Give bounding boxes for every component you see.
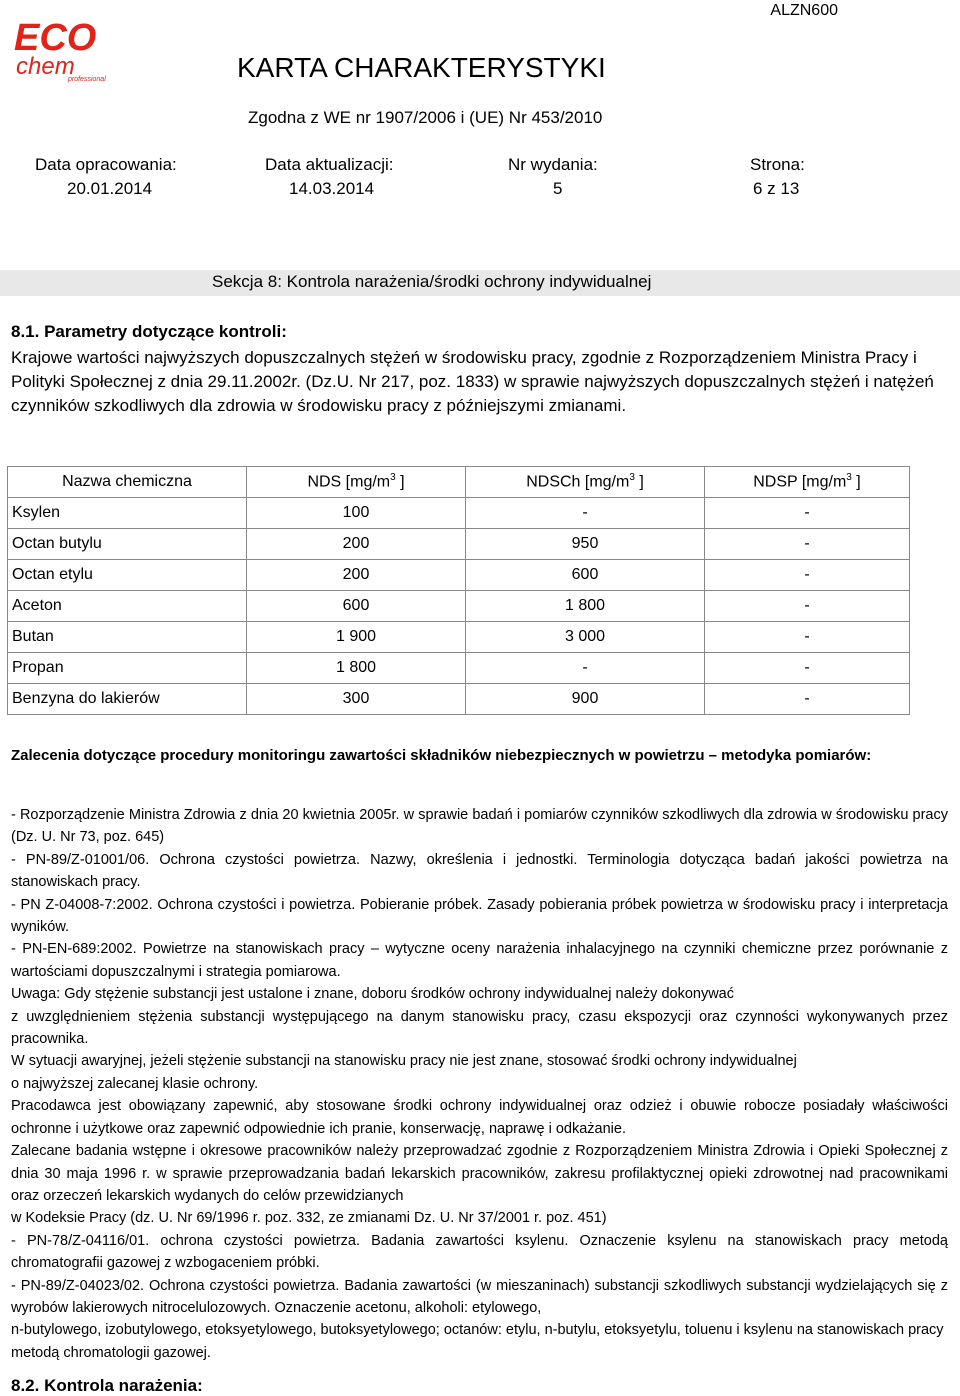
cell-ndsch: 950 xyxy=(466,529,705,560)
paragraph: n-butylowego, izobutylowego, etoksyetylowego, butoksyetylowego; octanów: etylu, n-butylu, etoksyetylu, toluenu i ksylenu na stanowiskach pracy metodą chromatologii gazowej. xyxy=(11,1322,944,1361)
svg-text:chem: chem xyxy=(16,53,75,80)
cell-name: Octan butylu xyxy=(8,529,247,560)
paragraph: Zalecane badania wstępne i okresowe pracowników należy przeprowadzać zgodnie z Rozporządzeniem Ministra Zdrowia i Opieki Społecznej z dnia 30 maja 1996 r. w sprawie przeprowadzania badań lekarskich pracowników, zakresu profilaktycznej opieki zdrowotnej nad pracownikami oraz orzeczeń lekarskich wydanych do celów przewidzianych xyxy=(11,1143,948,1204)
cell-ndsch: 900 xyxy=(466,684,705,715)
monitoring-body xyxy=(11,804,948,1364)
header-chemical-name xyxy=(8,467,247,498)
cell-name: Aceton xyxy=(8,591,247,622)
header-ndsch xyxy=(466,467,705,498)
cell-ndsp: - xyxy=(705,684,910,715)
subsection-heading-8-2: 8.2. Kontrola narażenia: xyxy=(11,1376,203,1395)
cell-ndsp: - xyxy=(705,622,910,653)
meta-page xyxy=(750,153,805,201)
meta-value: 14.03.2014 xyxy=(289,179,375,198)
header-nds xyxy=(247,467,466,498)
cell-nds: 600 xyxy=(247,591,466,622)
meta-label: Strona: xyxy=(750,155,805,174)
table-row xyxy=(8,653,910,684)
cell-name: Ksylen xyxy=(8,498,247,529)
table-row xyxy=(8,560,910,591)
cell-nds: 1 900 xyxy=(247,622,466,653)
header-text: NDSCh [mg/m xyxy=(526,473,630,491)
header-sup: 3 xyxy=(629,472,635,484)
eco-chem-logo xyxy=(10,14,120,84)
table-row xyxy=(8,529,910,560)
header-sup: 3 xyxy=(390,472,396,484)
paragraph: - PN-EN-689:2002. Powietrze na stanowiskach pracy – wytyczne oceny narażenia inhalacyjnego na czynniki chemiczne przez porównanie z wartościami dopuszczalnymi i strategia pomiarowa. xyxy=(11,941,948,980)
paragraph: - PN Z-04008-7:2002. Ochrona czystości i powietrza. Pobieranie próbek. Zasady pobierania próbek powietrza w środowisku pracy i interpretacja wyników. xyxy=(11,896,948,936)
table-row xyxy=(8,684,910,715)
exposure-limits-table xyxy=(7,466,910,715)
header-sup: 3 xyxy=(846,472,852,484)
header-text: NDSP [mg/m xyxy=(753,473,847,491)
cell-ndsp: - xyxy=(705,498,910,529)
subtitle: Zgodna z WE nr 1907/2006 i (UE) Nr 453/2010 xyxy=(248,108,603,127)
svg-text:ECO: ECO xyxy=(14,17,97,59)
meta-label: Nr wydania: xyxy=(508,155,598,174)
cell-ndsp: - xyxy=(705,653,910,684)
cell-nds: 200 xyxy=(247,560,466,591)
header-close: ] xyxy=(395,473,405,491)
header-ndsp xyxy=(705,467,910,498)
meta-label: Data aktualizacji: xyxy=(265,155,394,174)
meta-value: 20.01.2014 xyxy=(67,179,153,198)
monitoring-heading: Zalecenia dotyczące procedury monitoringu zawartości składników niebezpiecznych w powietrzu – metodyka pomiarów: xyxy=(11,747,872,764)
table-header-row xyxy=(8,467,910,498)
cell-nds: 200 xyxy=(247,529,466,560)
table-row xyxy=(8,498,910,529)
header-text: NDS [mg/m xyxy=(307,473,391,491)
paragraph: o najwyższej zalecanej klasie ochrony. xyxy=(11,1075,259,1092)
header-close: ] xyxy=(851,473,861,491)
cell-ndsp: - xyxy=(705,560,910,591)
meta-label: Data opracowania: xyxy=(35,155,177,174)
paragraph: z uwzględnieniem stężenia substancji występującego na danym stanowisku pracy, czasu ekspozycji oraz czynności wykonywanych przez pracownika. xyxy=(11,1008,948,1048)
header-text: Nazwa chemiczna xyxy=(62,473,192,490)
cell-ndsch: - xyxy=(466,653,705,684)
meta-updated xyxy=(265,153,394,201)
subsection-heading-8-1: 8.1. Parametry dotyczące kontroli: xyxy=(11,322,287,341)
paragraph: Pracodawca jest obowiązany zapewnić, aby stosowane środki ochrony indywidualnej oraz odzież i obuwie robocze posiadały właściwości ochronne i użytkowe oraz zapewnić odpowiednie ich pranie, konserwację, naprawę i odkażanie. xyxy=(11,1098,948,1137)
svg-text:professional: professional xyxy=(68,76,106,83)
cell-ndsch: 3 000 xyxy=(466,622,705,653)
paragraph: - Rozporządzenie Ministra Zdrowia z dnia 20 kwietnia 2005r. w sprawie badań i pomiarów czynników szkodliwych dla zdrowia w środowisku pracy (Dz. U. Nr 73, poz. 645) xyxy=(11,807,948,846)
meta-value: 6 z 13 xyxy=(753,179,800,198)
table-row xyxy=(8,622,910,653)
cell-nds: 300 xyxy=(247,684,466,715)
page-title: KARTA CHARAKTERYSTYKI xyxy=(237,52,606,83)
cell-name: Benzyna do lakierów xyxy=(8,684,247,715)
cell-ndsch: 1 800 xyxy=(466,591,705,622)
cell-ndsch: - xyxy=(466,498,705,529)
cell-nds: 1 800 xyxy=(247,653,466,684)
paragraph: - PN-89/Z-04023/02. Ochrona czystości powietrza. Badania zawartości (w mieszaninach) substancji szkodliwych substancji wydzielających się z wyrobów lakierowych nitrocelulozowych. Oznaczenie acetonu, alkoholi: etylowego, xyxy=(11,1277,948,1316)
paragraph: W sytuacji awaryjnej, jeżeli stężenie substancji na stanowisku pracy nie jest znane, stosować środki ochrony indywidualnej xyxy=(11,1053,797,1070)
table-row xyxy=(8,591,910,622)
cell-name: Butan xyxy=(8,622,247,653)
meta-value: 5 xyxy=(553,179,563,198)
cell-ndsp: - xyxy=(705,591,910,622)
section-title: Sekcja 8: Kontrola narażenia/środki ochrony indywidualnej xyxy=(212,272,652,291)
meta-created xyxy=(35,153,177,201)
document-code: ALZN600 xyxy=(770,2,838,19)
paragraph: w Kodeksie Pracy (dz. U. Nr 69/1996 r. poz. 332, ze zmianami Dz. U. Nr 37/2001 r. poz. 451) xyxy=(11,1210,607,1227)
intro-paragraph: Krajowe wartości najwyższych dopuszczalnych stężeń w środowisku pracy, zgodnie z Rozporządzeniem Ministra Pracy i Polityki Społecznej z dnia 29.11.2002r. (Dz.U. Nr 217, poz. 1833) w sprawie najwyższych dopuszczalnych stężeń i natężeń czynników szkodliwych dla zdrowia w środowisku pracy z późniejszymi zmianami. xyxy=(11,348,934,415)
paragraph: Uwaga: Gdy stężenie substancji jest ustalone i znane, doboru środków ochrony indywidualnej należy dokonywać xyxy=(11,986,734,1003)
cell-name: Octan etylu xyxy=(8,560,247,591)
cell-ndsp: - xyxy=(705,529,910,560)
paragraph: - PN-78/Z-04116/01. ochrona czystości powietrza. Badania zawartości ksylenu. Oznaczenie ksylenu na stanowiskach pracy metodą chromatografii gazowej z wzbogaceniem próbki. xyxy=(11,1232,948,1272)
cell-ndsch: 600 xyxy=(466,560,705,591)
cell-nds: 100 xyxy=(247,498,466,529)
paragraph: - PN-89/Z-01001/06. Ochrona czystości powietrza. Nazwy, określenia i jednostki. Terminologia dotycząca badań jakości powietrza na stanowiskach pracy. xyxy=(11,851,948,891)
header-close: ] xyxy=(634,473,644,491)
cell-name: Propan xyxy=(8,653,247,684)
meta-issue xyxy=(508,153,598,201)
